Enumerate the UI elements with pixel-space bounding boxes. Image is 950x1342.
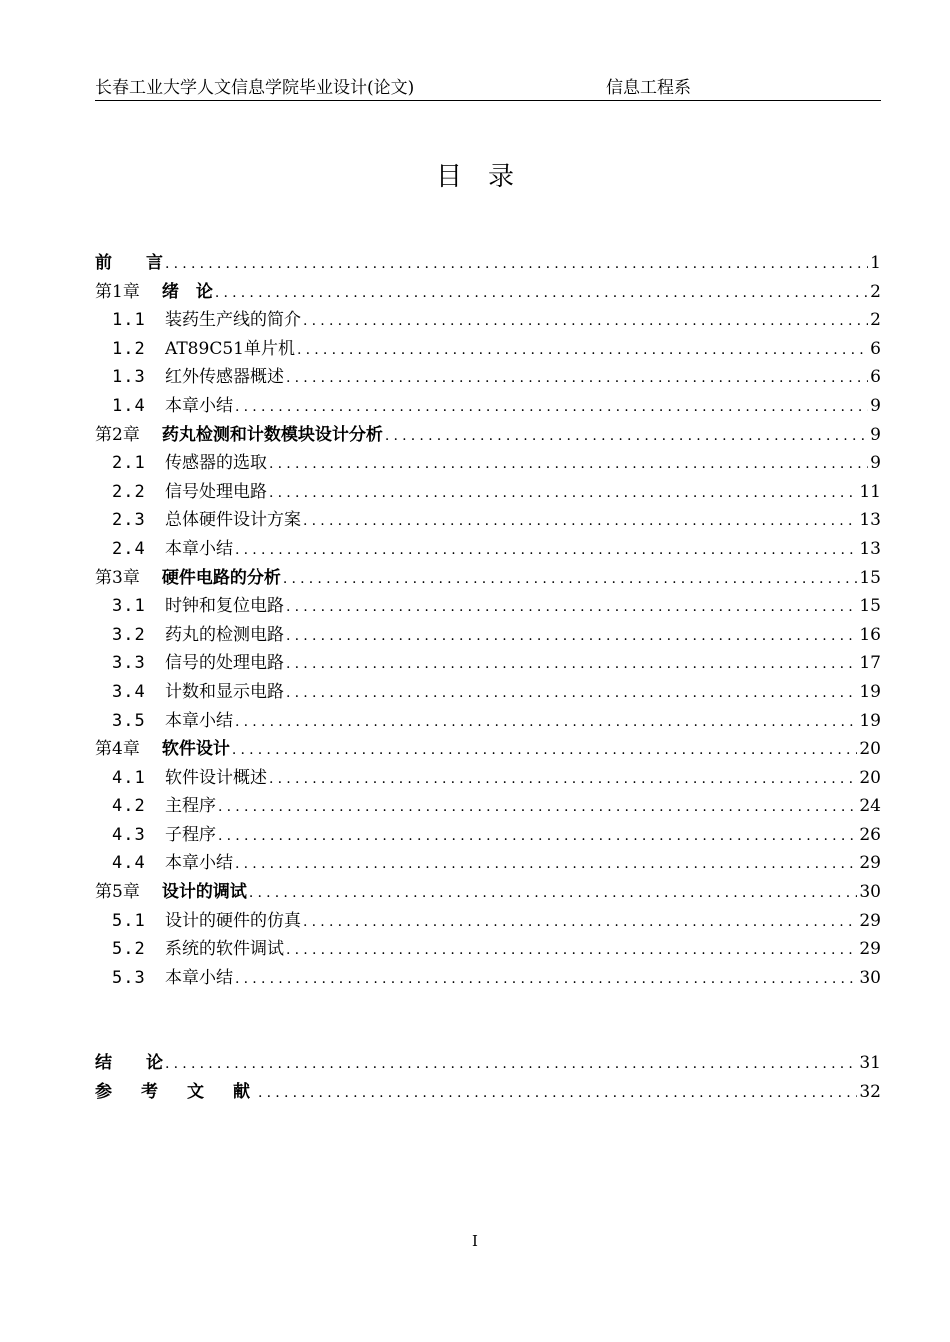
dot-leader <box>165 1050 857 1079</box>
toc-entry[interactable] <box>95 363 881 392</box>
toc-entry[interactable] <box>95 392 881 421</box>
toc-entry[interactable] <box>95 449 881 478</box>
toc-gap <box>95 992 881 1049</box>
toc-entry[interactable] <box>95 621 881 650</box>
dot-leader <box>286 650 857 679</box>
toc-entry[interactable] <box>95 535 881 564</box>
dot-leader <box>297 336 868 365</box>
toc-entry[interactable] <box>95 964 881 993</box>
toc-entry[interactable] <box>95 878 881 907</box>
toc-entry-label: 本章小结 <box>165 853 233 874</box>
toc-entry[interactable] <box>95 592 881 621</box>
toc-entry-number: 3.4 <box>112 681 146 702</box>
toc-entry-page: 2 <box>870 310 881 331</box>
toc-entry-number: 4.4 <box>112 853 146 874</box>
table-of-contents <box>95 249 881 1107</box>
toc-entry-label: 时钟和复位电路 <box>165 596 284 617</box>
toc-entry-number: 5.2 <box>112 939 146 960</box>
toc-entry-label: 传感器的选取 <box>165 453 267 474</box>
toc-entry-page: 26 <box>859 824 881 845</box>
toc-entry[interactable] <box>95 249 881 278</box>
toc-entry-number: 1.1 <box>112 310 146 331</box>
toc-entry[interactable] <box>95 421 881 450</box>
toc-entry-label: 系统的软件调试 <box>165 939 284 960</box>
toc-entry-label: 设计的硬件的仿真 <box>165 910 301 931</box>
toc-entry-page: 6 <box>870 338 881 359</box>
dot-leader <box>303 307 868 336</box>
toc-entry-page: 13 <box>859 510 881 531</box>
toc-entry-number: 1.4 <box>112 395 146 416</box>
toc-entry-page: 15 <box>859 567 881 588</box>
toc-entry-number: 4.3 <box>112 824 146 845</box>
toc-entry-number: 3.1 <box>112 596 146 617</box>
toc-entry[interactable] <box>95 506 881 535</box>
toc-entry[interactable] <box>95 792 881 821</box>
toc-entry-page: 2 <box>870 281 881 302</box>
toc-entry-page: 11 <box>859 481 881 502</box>
dot-leader <box>249 879 858 908</box>
dot-leader <box>232 736 858 765</box>
toc-entry[interactable] <box>95 821 881 850</box>
dot-leader <box>165 250 868 279</box>
toc-entry-number: 3.3 <box>112 653 146 674</box>
toc-entry-label: 结 论 <box>95 1053 163 1074</box>
page-number: I <box>472 1232 478 1250</box>
dot-leader <box>258 1079 857 1108</box>
toc-entry-page: 19 <box>859 681 881 702</box>
toc-entry-page: 19 <box>859 710 881 731</box>
toc-entry-label: 参 考 文 献 <box>95 1082 256 1103</box>
toc-entry-label: 信号的处理电路 <box>165 653 284 674</box>
toc-entry-page: 31 <box>859 1053 881 1074</box>
header-department: 信息工程系 <box>606 78 691 98</box>
toc-entry-number: 5.1 <box>112 910 146 931</box>
toc-entry-label: 装药生产线的简介 <box>165 310 301 331</box>
toc-entry[interactable] <box>95 735 881 764</box>
toc-entry-page: 20 <box>859 767 881 788</box>
toc-entry[interactable] <box>95 678 881 707</box>
dot-leader <box>269 450 868 479</box>
toc-entry-label: 主程序 <box>165 796 216 817</box>
dot-leader <box>286 593 857 622</box>
dot-leader <box>286 364 868 393</box>
toc-entry[interactable] <box>95 907 881 936</box>
toc-entry-page: 9 <box>870 395 881 416</box>
toc-entry-label: 硬件电路的分析 <box>161 567 281 588</box>
toc-entry-number: 第1章 <box>95 281 140 302</box>
dot-leader <box>283 565 858 594</box>
toc-entry[interactable] <box>95 1049 881 1078</box>
toc-entry[interactable] <box>95 649 881 678</box>
toc-entry-page: 29 <box>859 853 881 874</box>
toc-entry-number: 1.3 <box>112 367 146 388</box>
toc-entry-label: 软件设计 <box>161 739 230 760</box>
toc-entry-number: 1.2 <box>112 338 146 359</box>
dot-leader <box>286 936 857 965</box>
page-title: 目录 <box>435 162 540 192</box>
toc-entry[interactable] <box>95 849 881 878</box>
toc-entry-label: 本章小结 <box>165 538 233 559</box>
toc-entry-number: 2.2 <box>112 481 146 502</box>
toc-entry-number: 第4章 <box>95 739 140 760</box>
toc-entry-number: 第3章 <box>95 567 140 588</box>
toc-entry[interactable] <box>95 764 881 793</box>
toc-entry[interactable] <box>95 564 881 593</box>
toc-entry[interactable] <box>95 278 881 307</box>
toc-entry-label: 计数和显示电路 <box>165 681 284 702</box>
toc-entry-label: 信号处理电路 <box>165 481 267 502</box>
dot-leader <box>303 507 857 536</box>
toc-entry-number: 2.4 <box>112 538 146 559</box>
toc-entry-label: 总体硬件设计方案 <box>165 510 301 531</box>
toc-entry-number: 2.1 <box>112 453 146 474</box>
toc-entry-number: 第5章 <box>95 882 140 903</box>
toc-entry-label: 本章小结 <box>165 967 233 988</box>
toc-entry-number: 4.2 <box>112 796 146 817</box>
dot-leader <box>235 965 857 994</box>
dot-leader <box>218 822 857 851</box>
toc-entry-label: 红外传感器概述 <box>165 367 284 388</box>
toc-entry-page: 20 <box>859 739 881 760</box>
toc-entry-label: 药丸的检测电路 <box>165 624 284 645</box>
dot-leader <box>286 622 857 651</box>
toc-entry-page: 29 <box>859 939 881 960</box>
toc-entry-number: 4.1 <box>112 767 146 788</box>
dot-leader <box>269 765 857 794</box>
toc-entry-page: 17 <box>859 653 881 674</box>
toc-entry[interactable] <box>95 306 881 335</box>
header-school: 长春工业大学人文信息学院毕业设计(论文) <box>95 78 415 98</box>
dot-leader <box>286 679 857 708</box>
dot-leader <box>303 908 857 937</box>
toc-entry-page: 9 <box>870 453 881 474</box>
toc-entry-page: 1 <box>870 253 881 273</box>
toc-entry-number: 3.5 <box>112 710 146 731</box>
toc-entry-label: 前 言 <box>95 253 163 273</box>
dot-leader <box>235 393 868 422</box>
dot-leader <box>235 536 857 565</box>
toc-entry-page: 32 <box>859 1082 881 1103</box>
toc-entry[interactable] <box>95 478 881 507</box>
toc-entry-page: 13 <box>859 538 881 559</box>
dot-leader <box>269 479 857 508</box>
dot-leader <box>235 708 857 737</box>
toc-entry-page: 9 <box>870 424 881 445</box>
toc-entry-number: 2.3 <box>112 510 146 531</box>
toc-entry-label: 药丸检测和计数模块设计分析 <box>161 424 383 445</box>
toc-entry-page: 24 <box>859 796 881 817</box>
dot-leader <box>215 279 868 308</box>
toc-entry-label: 本章小结 <box>165 710 233 731</box>
toc-entry[interactable] <box>95 935 881 964</box>
toc-entry[interactable] <box>95 707 881 736</box>
toc-entry-number: 3.2 <box>112 624 146 645</box>
page-header <box>95 76 881 101</box>
toc-entry-label: AT89C51单片机 <box>165 338 295 359</box>
toc-entry-page: 29 <box>859 910 881 931</box>
toc-entry-page: 16 <box>859 624 881 645</box>
toc-entry-label: 子程序 <box>165 824 216 845</box>
toc-entry-page: 30 <box>859 882 881 903</box>
toc-entry-label: 本章小结 <box>165 395 233 416</box>
dot-leader <box>218 793 857 822</box>
toc-entry-number: 5.3 <box>112 967 146 988</box>
dot-leader <box>235 850 857 879</box>
toc-entry-page: 30 <box>859 967 881 988</box>
toc-entry-page: 6 <box>870 367 881 388</box>
toc-entry-number: 第2章 <box>95 424 140 445</box>
toc-entry[interactable] <box>95 1078 881 1107</box>
toc-entry[interactable] <box>95 335 881 364</box>
dot-leader <box>385 422 868 451</box>
toc-entry-label: 绪 论 <box>161 281 213 302</box>
toc-entry-label: 设计的调试 <box>161 882 247 903</box>
toc-entry-page: 15 <box>859 596 881 617</box>
toc-entry-label: 软件设计概述 <box>165 767 267 788</box>
